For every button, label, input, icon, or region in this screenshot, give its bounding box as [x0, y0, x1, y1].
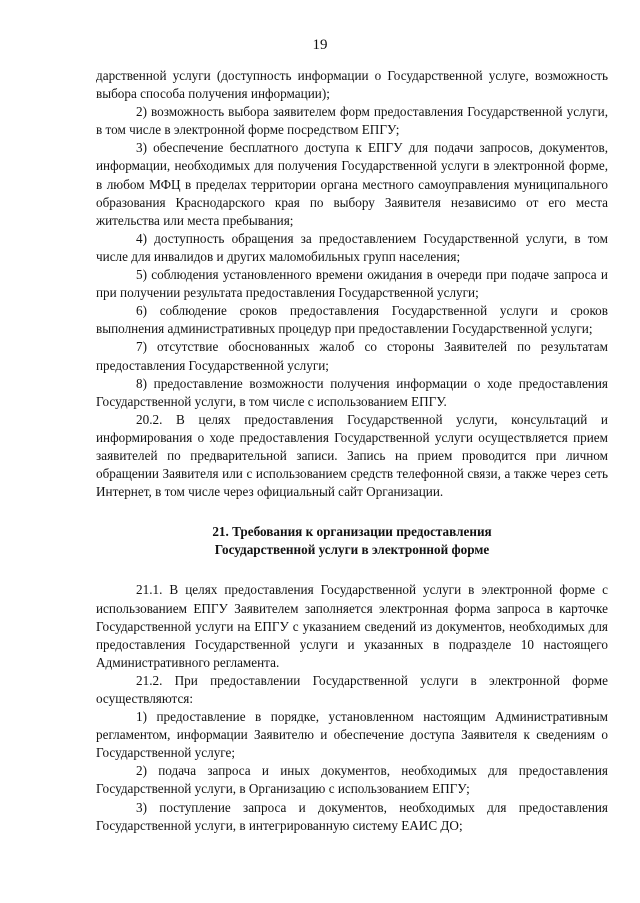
paragraph: 3) поступление запроса и документов, необходимых для предоставления Государственной услуги, в интегрированную систему ЕАИС ДО; — [96, 799, 608, 833]
paragraph: 6) соблюдение сроков предоставления Государственной услуги и сроков выполнения административных процедур при предоставлении Государственной услуги; — [96, 303, 608, 337]
paragraph: 20.2. В целях предоставления Государственной услуги, консультаций и информирования о ходе предоставления Государственной услуги осуществляется прием заявителей по предварительной записи. Запись на прием проводится при личном обращении Заявителя или с использованием средств телефонной связи, а также через сеть Интернет, в том числе через официальный сайт Организации. — [96, 411, 608, 500]
paragraph-group-bottom — [96, 581, 608, 834]
section-heading — [96, 523, 608, 559]
section-heading-line: 21. Требования к организации предоставления — [212, 524, 492, 540]
paragraph: дарственной услуги (доступность информации о Государственной услуге, возможность выбора способа получения информации); — [96, 68, 608, 102]
paragraph: 8) предоставление возможности получения информации о ходе предоставления Государственной услуги, в том числе с использованием ЕПГУ. — [96, 375, 608, 409]
paragraph: 3) обеспечение бесплатного доступа к ЕПГУ для подачи запросов, документов, информации, необходимых для получения Государственной услуги в электронной форме, в любом МФЦ в пределах территории органа местного самоуправления муниципального образования Краснодарского края по выбору Заявителя независимо от его места жительства или места пребывания; — [96, 140, 608, 228]
paragraph: 5) соблюдения установленного времени ожидания в очереди при подаче запроса и при получении результата предоставления Государственной услуги; — [96, 267, 608, 301]
paragraph: 1) предоставление в порядке, установленном настоящим Административным регламентом, информации Заявителю и обеспечение доступа Заявителя к сведениям о Государственной услуге; — [96, 709, 608, 761]
paragraph: 4) доступность обращения за предоставлением Государственной услуги, в том числе для инвалидов и других маломобильных групп населения; — [96, 230, 608, 264]
paragraph: 7) отсутствие обоснованных жалоб со стороны Заявителей по результатам предоставления Государственной услуги; — [96, 339, 608, 373]
paragraph-group-top — [96, 67, 608, 501]
paragraph: 21.2. При предоставлении Государственной услуги в электронной форме осуществляются: — [96, 672, 608, 706]
page-content — [96, 67, 608, 835]
paragraph: 2) подача запроса и иных документов, необходимых для предоставления Государственной услуги, в Организацию с использованием ЕПГУ; — [96, 763, 608, 797]
paragraph: 21.1. В целях предоставления Государственной услуги в электронной форме с использованием ЕПГУ Заявителем заполняется электронная форма запроса в карточке Государственной услуги на ЕПГУ с указанием сведений из документов, необходимых для предоставления Государственной услуги и указанных в подразделе 10 настоящего Административного регламента. — [96, 582, 608, 670]
section-heading-line: Государственной услуги в электронной форме — [214, 542, 490, 558]
paragraph: 2) возможность выбора заявителем форм предоставления Государственной услуги, в том числе в электронной форме посредством ЕПГУ; — [96, 104, 608, 138]
page-number: 19 — [312, 37, 328, 53]
